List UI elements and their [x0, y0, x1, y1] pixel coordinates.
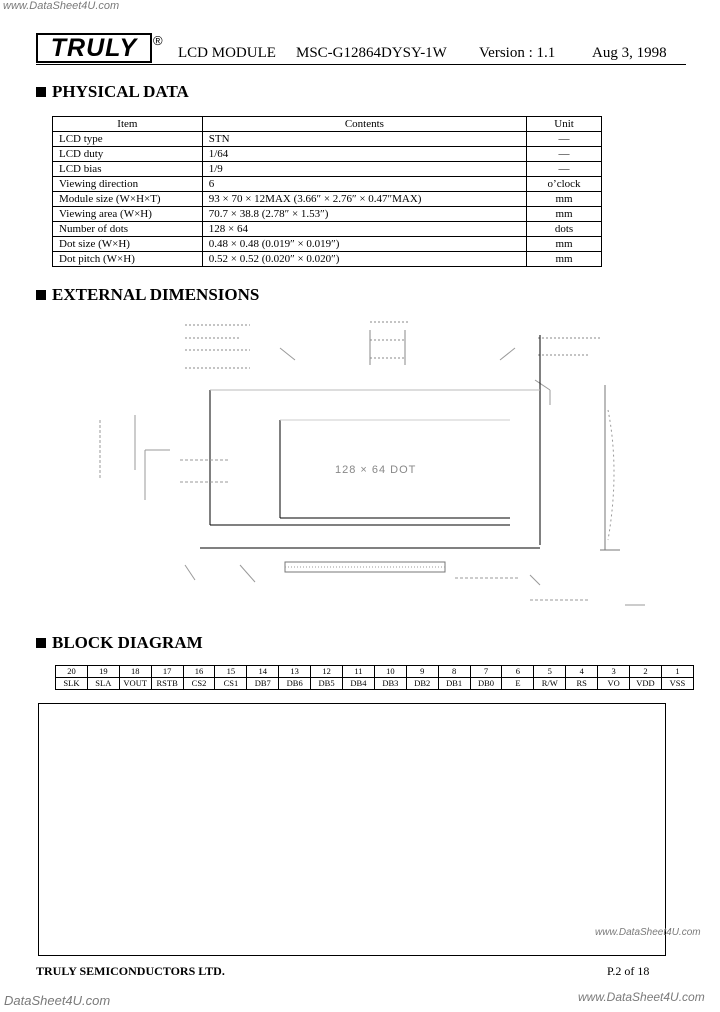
pin-name: E [502, 678, 534, 690]
pin-number: 18 [119, 666, 151, 678]
pin-name: R/W [534, 678, 566, 690]
pin-number: 19 [87, 666, 119, 678]
section-title: PHYSICAL DATA [52, 82, 189, 101]
block-diagram-heading [36, 633, 203, 653]
pin-number: 2 [630, 666, 662, 678]
cell-contents: STN [202, 132, 526, 147]
pin-number: 8 [438, 666, 470, 678]
cell-unit: — [527, 162, 602, 177]
cell-contents: 70.7 × 38.8 (2.78″ × 1.53″) [202, 207, 526, 222]
cell-contents: 93 × 70 × 12MAX (3.66″ × 2.76″ × 0.47″MAX) [202, 192, 526, 207]
external-dimensions-heading [36, 285, 259, 305]
column-header: Item [53, 117, 203, 132]
pin-name: RSTB [151, 678, 183, 690]
pin-number: 16 [183, 666, 215, 678]
cell-unit: dots [527, 222, 602, 237]
section-title: BLOCK DIAGRAM [52, 633, 203, 652]
physical-data-table [52, 116, 602, 267]
pin-name: DB4 [343, 678, 375, 690]
pin-name: DB7 [247, 678, 279, 690]
pin-name: DB0 [470, 678, 502, 690]
cell-item: Module size (W×H×T) [53, 192, 203, 207]
pin-name: DB6 [279, 678, 311, 690]
cell-item: Viewing direction [53, 177, 203, 192]
table-row [53, 207, 602, 222]
pin-name-row [56, 678, 694, 690]
pin-name: RS [566, 678, 598, 690]
section-title: EXTERNAL DIMENSIONS [52, 285, 260, 304]
pin-name: VOUT [119, 678, 151, 690]
column-header: Unit [527, 117, 602, 132]
cell-contents: 6 [202, 177, 526, 192]
column-header: Contents [202, 117, 526, 132]
bullet-square-icon [36, 87, 46, 97]
cell-unit: — [527, 132, 602, 147]
cell-item: Dot size (W×H) [53, 237, 203, 252]
pin-number: 15 [215, 666, 247, 678]
pin-number: 5 [534, 666, 566, 678]
table-row [53, 132, 602, 147]
version: Version : 1.1 [479, 45, 556, 61]
pin-number: 10 [374, 666, 406, 678]
pin-number-row [56, 666, 694, 678]
page-number: P.2 of 18 [607, 964, 650, 978]
watermark-top: www.DataSheet4U.com [3, 0, 120, 12]
header-rule [36, 64, 686, 65]
pin-number: 20 [56, 666, 88, 678]
pin-name: DB1 [438, 678, 470, 690]
cell-contents: 1/9 [202, 162, 526, 177]
pin-name: DB3 [374, 678, 406, 690]
cell-item: Viewing area (W×H) [53, 207, 203, 222]
pin-name: SLA [87, 678, 119, 690]
block-diagram-box [38, 703, 666, 956]
pin-table [55, 665, 694, 690]
pin-name: DB5 [311, 678, 343, 690]
part-number: MSC-G12864DYSY-1W [296, 45, 447, 61]
pin-name: VO [598, 678, 630, 690]
cell-unit: mm [527, 237, 602, 252]
cell-item: LCD duty [53, 147, 203, 162]
cell-unit: mm [527, 192, 602, 207]
pin-number: 12 [311, 666, 343, 678]
table-row [53, 147, 602, 162]
pin-name: CS1 [215, 678, 247, 690]
cell-unit: mm [527, 207, 602, 222]
physical-data-heading [36, 82, 189, 102]
viewing-area-label: 128 × 64 DOT [335, 464, 417, 476]
pin-name: SLK [56, 678, 88, 690]
cell-item: Number of dots [53, 222, 203, 237]
pin-number: 4 [566, 666, 598, 678]
cell-item: Dot pitch (W×H) [53, 252, 203, 267]
pin-number: 6 [502, 666, 534, 678]
cell-unit: — [527, 147, 602, 162]
cell-contents: 1/64 [202, 147, 526, 162]
bullet-square-icon [36, 290, 46, 300]
cell-contents: 128 × 64 [202, 222, 526, 237]
pin-name: VSS [661, 678, 693, 690]
table-row [53, 252, 602, 267]
pin-number: 11 [343, 666, 375, 678]
watermark-bottom-right: www.DataSheet4U.com [578, 990, 705, 1004]
document-date: Aug 3, 1998 [592, 45, 667, 61]
pin-name: VDD [630, 678, 662, 690]
cell-unit: mm [527, 252, 602, 267]
pin-number: 1 [661, 666, 693, 678]
truly-logo: TRULY [36, 33, 152, 63]
pin-number: 7 [470, 666, 502, 678]
bullet-square-icon [36, 638, 46, 648]
table-header-row [53, 117, 602, 132]
pin-number: 3 [598, 666, 630, 678]
pin-name: DB2 [406, 678, 438, 690]
product-title: LCD MODULE [178, 45, 276, 61]
footer-company: TRULY SEMICONDUCTORS LTD. [36, 964, 225, 978]
cell-contents: 0.48 × 0.48 (0.019″ × 0.019″) [202, 237, 526, 252]
watermark-box: www.DataSheet4U.com [595, 927, 701, 938]
table-row [53, 222, 602, 237]
table-row [53, 237, 602, 252]
table-row [53, 162, 602, 177]
pin-number: 13 [279, 666, 311, 678]
cell-item: LCD bias [53, 162, 203, 177]
pin-number: 17 [151, 666, 183, 678]
cell-unit: o’clock [527, 177, 602, 192]
table-row [53, 192, 602, 207]
watermark-bottom-left: DataSheet4U.com [4, 993, 111, 1008]
cell-item: LCD type [53, 132, 203, 147]
cell-contents: 0.52 × 0.52 (0.020″ × 0.020″) [202, 252, 526, 267]
registered-mark: ® [153, 33, 163, 48]
pin-number: 9 [406, 666, 438, 678]
pin-name: CS2 [183, 678, 215, 690]
pin-number: 14 [247, 666, 279, 678]
table-row [53, 177, 602, 192]
